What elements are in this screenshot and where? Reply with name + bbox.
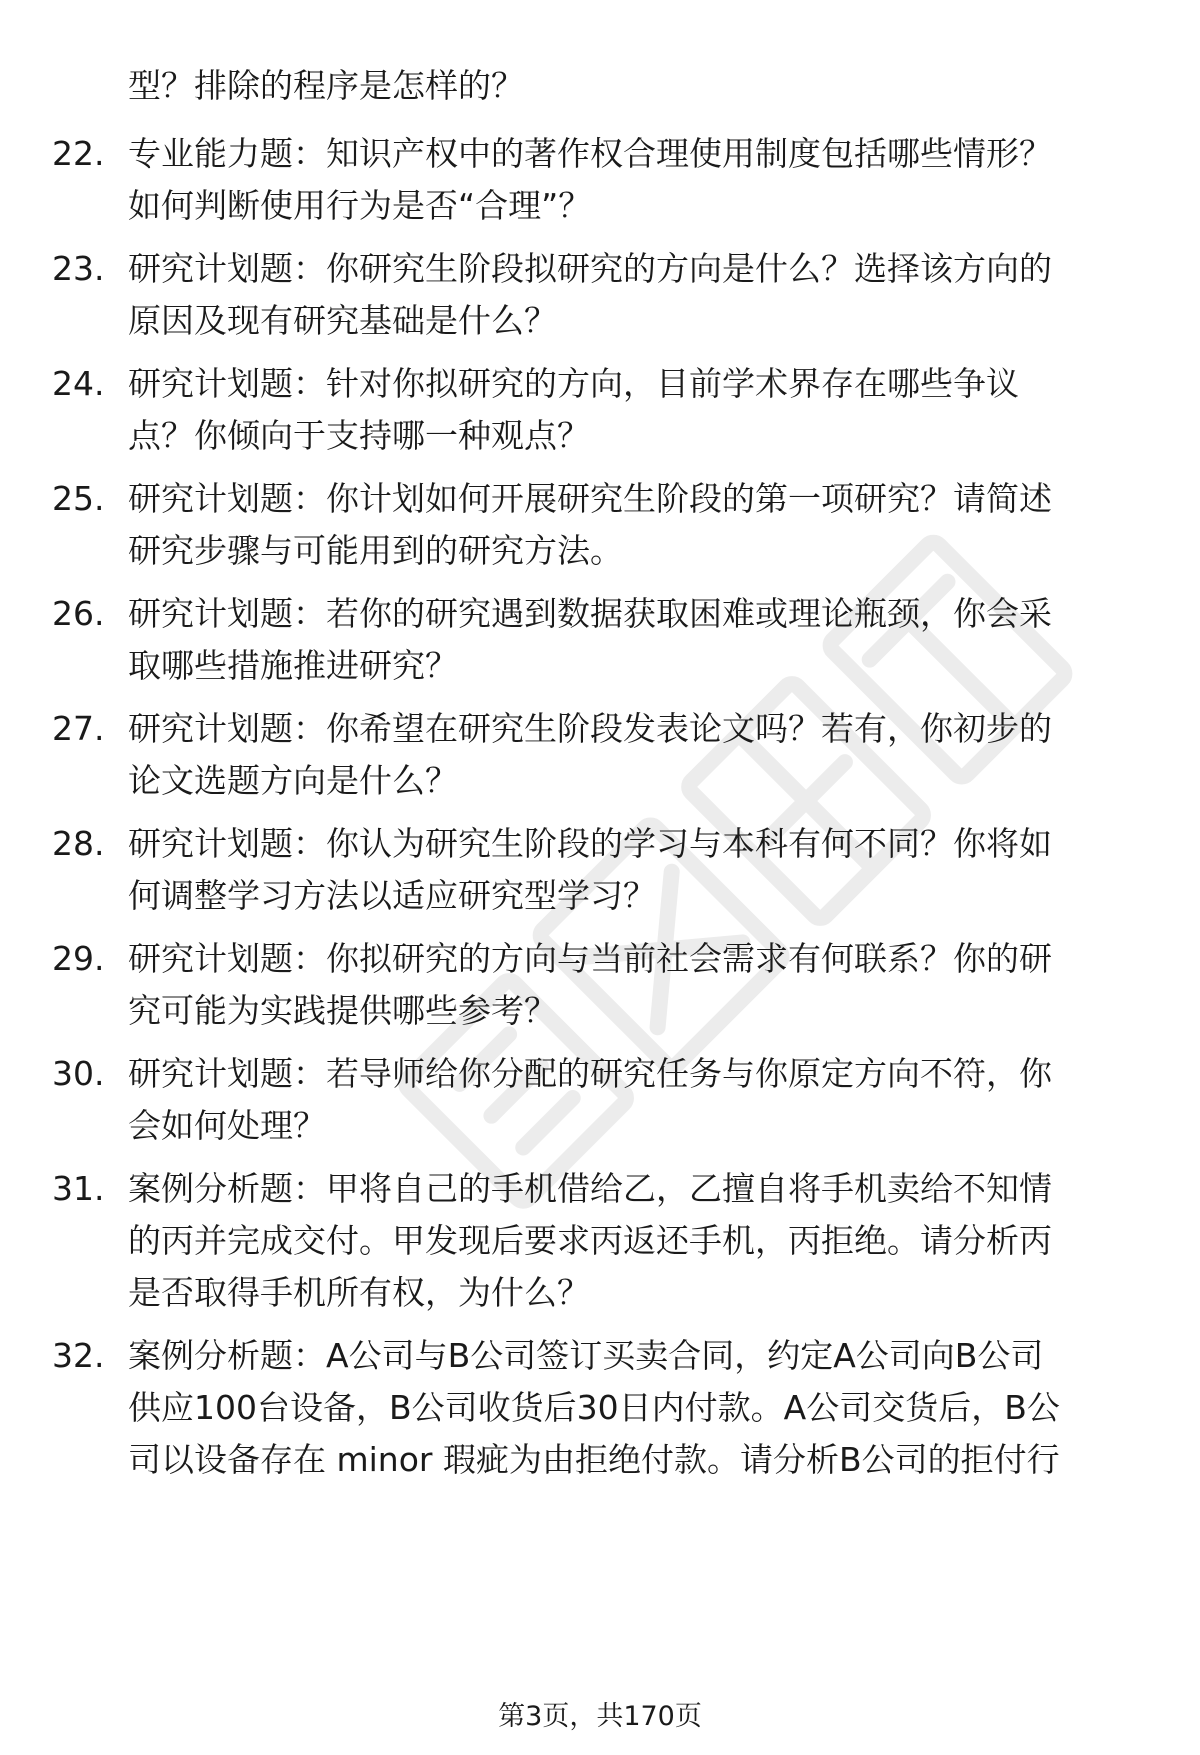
question-number: 31. bbox=[52, 1169, 105, 1208]
question-text-line: 点？你倾向于支持哪一种观点？ bbox=[128, 416, 590, 455]
question-text-line: 研究计划题：你拟研究的方向与当前社会需求有何联系？你的研 bbox=[128, 939, 1052, 978]
question-number: 29. bbox=[52, 939, 105, 978]
question-text-line: 取哪些措施推进研究？ bbox=[128, 646, 458, 685]
page-footer: 第3页，共170页 bbox=[498, 1701, 702, 1732]
question-text-line: 研究计划题：若你的研究遇到数据获取困难或理论瓶颈，你会采 bbox=[128, 594, 1052, 633]
question-text-line: 研究计划题：针对你拟研究的方向，目前学术界存在哪些争议 bbox=[128, 364, 1019, 403]
question-text-line: 研究计划题：若导师给你分配的研究任务与你原定方向不符，你 bbox=[128, 1054, 1052, 1093]
question-text-line: 究可能为实践提供哪些参考？ bbox=[128, 991, 557, 1030]
question-number: 28. bbox=[52, 824, 105, 863]
question-number: 22. bbox=[52, 134, 105, 173]
question-number: 32. bbox=[52, 1336, 105, 1375]
question-text-line: 供应100台设备，B公司收货后30日内付款。A公司交货后，B公 bbox=[128, 1388, 1060, 1427]
question-text-line: 研究计划题：你计划如何开展研究生阶段的第一项研究？请简述 bbox=[128, 479, 1052, 518]
question-number: 30. bbox=[52, 1054, 105, 1093]
question-number: 23. bbox=[52, 249, 105, 288]
question-text-line: 专业能力题：知识产权中的著作权合理使用制度包括哪些情形？ bbox=[128, 134, 1052, 173]
question-text-line: 研究步骤与可能用到的研究方法。 bbox=[128, 531, 623, 570]
continuation-line: 型？排除的程序是怎样的？ bbox=[128, 66, 524, 105]
question-text-line: 研究计划题：你认为研究生阶段的学习与本科有何不同？你将如 bbox=[128, 824, 1052, 863]
question-text-line: 论文选题方向是什么？ bbox=[128, 761, 458, 800]
question-text-line: 原因及现有研究基础是什么？ bbox=[128, 301, 557, 340]
question-text-line: 案例分析题：A公司与B公司签订买卖合同，约定A公司向B公司 bbox=[128, 1336, 1044, 1375]
question-number: 24. bbox=[52, 364, 105, 403]
question-text-line: 司以设备存在 minor 瑕疵为由拒绝付款。请分析B公司的拒付行 bbox=[128, 1440, 1060, 1479]
question-text-line: 研究计划题：你希望在研究生阶段发表论文吗？若有，你初步的 bbox=[128, 709, 1052, 748]
question-text-line: 会如何处理？ bbox=[128, 1106, 326, 1145]
question-number: 27. bbox=[52, 709, 105, 748]
question-text-line: 案例分析题：甲将自己的手机借给乙，乙擅自将手机卖给不知情 bbox=[128, 1169, 1052, 1208]
question-number: 25. bbox=[52, 479, 105, 518]
question-text-line: 如何判断使用行为是否“合理”？ bbox=[128, 186, 592, 225]
question-text-line: 是否取得手机所有权，为什么？ bbox=[128, 1273, 590, 1312]
question-number: 26. bbox=[52, 594, 105, 633]
question-text-line: 的丙并完成交付。甲发现后要求丙返还手机，丙拒绝。请分析丙 bbox=[128, 1221, 1052, 1260]
question-text-line: 何调整学习方法以适应研究型学习？ bbox=[128, 876, 656, 915]
question-text-line: 研究计划题：你研究生阶段拟研究的方向是什么？选择该方向的 bbox=[128, 249, 1052, 288]
